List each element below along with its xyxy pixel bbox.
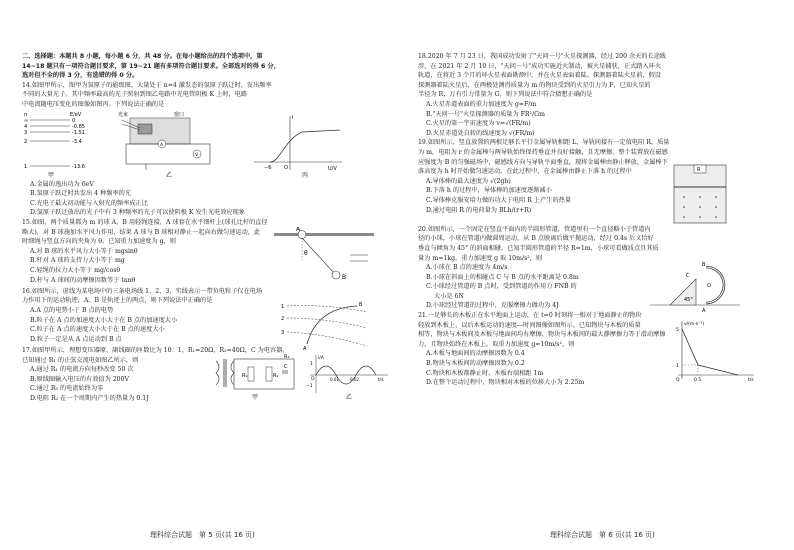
q19-option: B.下落 h 的过程中，导体棒的加速度逐渐减小: [426, 187, 552, 195]
q18-stem-line: 探测器着陆火星后，在两极处测得质量为 m 的物块受到的火星引力为 F，已知火星的: [418, 81, 651, 89]
label-a: A: [160, 142, 164, 148]
q15-option: B.杆对 A 球的支持力大小等于 mg: [30, 257, 125, 265]
q21-stem-line: 相等，物块与木板间及木板与地面间均有摩擦，物块与木板间的最大静摩擦力等于滑动摩擦: [418, 331, 666, 339]
label-i: I: [292, 114, 294, 121]
level-e: 0: [72, 117, 76, 124]
q20-stem-line: 垂直与倾角为 45° 的斜面相碰。已知半圆形管道的半径 R=1m，小球可看做质点且其质: [418, 244, 659, 252]
label-l3: 3: [281, 329, 285, 336]
q16-option: D.粒子一定是从 A 点运动到 B 点: [30, 335, 122, 343]
label-one: 1: [676, 364, 679, 370]
q20-stem-line: 量为 m=1kg，重力加速度 g 取 10m/s²，则: [418, 254, 543, 262]
q14-option: A.金属的逸出功为 6eV: [30, 180, 94, 188]
label-bing: 丙: [302, 171, 309, 179]
q19-stem-line: 落高度为 h 时开始做匀速运动，在此过程中，在金属棒由静止下落 h 的过程中: [418, 168, 632, 176]
level-n: 3: [24, 129, 28, 136]
page-footer-right: 理科综合试题 第 6 页(共 16 页): [550, 531, 655, 539]
level-e: -1.51: [72, 129, 85, 136]
q15-stem-line: 略大)，对 B 球施加水平风力作用，结果 A 球与 B 球相对静止一起向右做匀速运动，此: [22, 228, 261, 236]
label-b: B: [359, 301, 363, 308]
label-l2: 2: [281, 315, 285, 322]
q16-stem-line: 16.如图所示，虚线为某电场中的三条电场线 1、2、3，实线表示一带负电粒子仅在电场: [22, 287, 263, 295]
label-v: v/(m·s⁻¹): [684, 322, 705, 328]
q16-option: B.粒子在 A 点的加速度大小大于在 B 点的加速度大小: [30, 316, 178, 324]
q15-stem-line: 时细绳与竖直方向的夹角为 θ。已知重力加速度为 g，则: [22, 238, 176, 246]
q14-figure-svg: [22, 110, 392, 180]
iu-graph: [254, 115, 342, 172]
q19-figure-svg: [668, 163, 732, 225]
q17-stem-line: 已知通过 R₁ 的正弦交流电如图乙所示，则: [22, 356, 139, 364]
q21-option: C.物块和木板都静止时，木板右端相距 1m: [426, 369, 544, 377]
level-e: -3.4: [72, 138, 82, 145]
section-heading-line: 14~18 题只有一项符合题目要求，第 19~21 题有多项符合题目要求。全部选对的得 6 分，: [22, 62, 280, 70]
q20-figure-svg: [650, 259, 740, 313]
section-heading-line: 选对但不全的得 3 分，有选错的得 0 分。: [22, 72, 139, 80]
label-r2: R₂: [273, 373, 279, 380]
q18-stem-line: 18.2020 年 7 月 23 日，我国成功发射了"天问一号"火星探测器，经过 200 余天的长途跋: [418, 53, 667, 60]
right-page: [418, 52, 788, 389]
label-yi: 乙: [166, 171, 173, 179]
label-x: −6: [264, 164, 272, 171]
q21-stem-line: 轻放到木板上，以后木板运动的速度—时间图像如图所示。已知物块与木板的质量: [418, 321, 641, 329]
level-e: -0.85: [72, 123, 85, 130]
label-a: A: [296, 226, 301, 233]
label-ia: i/A: [318, 356, 324, 362]
q16-stem-line: 力作用下的运动轨迹，A、B 是轨迹上的两点，则下列说法中正确的是: [22, 297, 213, 305]
level-n: 2: [24, 138, 28, 145]
label-theta: θ: [304, 249, 308, 257]
label-r1: R₁: [242, 373, 248, 380]
q14-option: D.氢原子跃迁放出的光子中有 3 种频率的光子可以使阴极 K 发生光电效应现象: [30, 209, 245, 217]
label-b: B: [702, 262, 706, 269]
q20-option: C.小球经过管道的 B 点时，受到管道的作用力 FNB 的: [426, 283, 577, 291]
label-o: O: [284, 164, 288, 171]
q14-stem-line: 中电流随电压变化的图像如图丙。下列说法正确的是: [22, 100, 165, 108]
label-five: 5: [676, 328, 679, 334]
q18-stem-line: 轨道，在将近 3 个月的环火星表面勘测中，并在火星表面着陆。探测器着陆火星前，假设: [418, 72, 661, 80]
level-e: -13.6: [72, 163, 85, 170]
q15-stem-line: 15.如图，两个质量都为 m 的球 A、B 用轻绳连接，A 球套在水平细杆上(球孔比杆的直径: [22, 218, 268, 226]
q19-option: C.导体棒克服安培力做的功大于电阻 R 上产生的热量: [426, 196, 572, 204]
q17-option: C.通过 R₃ 的电流始终为零: [30, 385, 104, 393]
label-r3: R₃: [284, 354, 290, 361]
q17-stem-line: 17.如图甲所示，理想变压器原、副线圈的匝数比为 10：1，R₁=20Ω，R₂=40Ω，C 为电容器，: [22, 346, 289, 354]
level-n: ∞: [24, 117, 29, 124]
q16-option: A.A 点的电势小于 B 点的电势: [30, 306, 114, 314]
q18-option: C.火星的第一宇宙速度为 v=√(FR/m): [426, 120, 531, 128]
q21-option: D.在整个运动过程中，物块相对木板的位移大小为 2.25m: [426, 379, 585, 387]
q20-option: A.小球在 B 点的速度为 4m/s: [426, 264, 508, 272]
page-footer-left: 理科综合试题 第 5 页(共 16 页): [150, 531, 255, 539]
level-n: 4: [24, 123, 28, 130]
q21-stem-line: 力，且物块始终在木板上。取重力加速度 g=10m/s²，则: [418, 340, 575, 348]
q17-option: D.电阻 R₂ 在一个周期内产生的热量为 0.1J: [30, 394, 149, 402]
q14-option: B.氢原子跃迁时共发出 4 种频率的光: [30, 190, 132, 198]
label-o: O: [311, 377, 315, 383]
q17-figure-svg: [212, 353, 392, 405]
label-yi: 乙: [346, 394, 353, 402]
q18-option: B."天问一号"火星探测器的质量为 FR²/Gm: [426, 110, 545, 118]
q19-option: A.导体棒的最大速度为 √(2gh): [426, 177, 511, 185]
label-one: 1: [310, 362, 313, 368]
energy-levels: [24, 118, 85, 170]
q15-option: A.对 B 球的水平风力大小等于 mgsinθ: [30, 247, 138, 255]
q14-option: C.光电子最大初动能与入射光的频率成正比: [30, 199, 148, 207]
q20-stem-line: 径的小球，小球在管道内做圆周运动，从 B 点脱离后做平抛运动，经过 0.4s 后又恰好: [418, 235, 654, 243]
label-t1: 0.01: [330, 377, 339, 383]
label-o: O: [707, 283, 711, 290]
label-jia: 甲: [48, 171, 55, 179]
q18-stem-line: 涉，在 2021 年 2 月 10 日，"天问一号"成功实施近火制动，被火星捕获，正式踏入环火: [418, 62, 662, 70]
q19-stem-line: 19.如图所示，竖直放置的两根足够长平行金属导轨相距 L，导轨间接有一定值电阻 R，质量: [418, 139, 670, 147]
label-c: C: [686, 273, 690, 280]
label-t: t/s: [748, 378, 754, 384]
q19-option: D.通过电阻 R 的电荷量为 BLh/(r+R): [426, 206, 532, 214]
q14-stem-line: 不同的大量光子。其中频率最高的光子照射到图乙电路中光电管阴极 K 上时，电路: [22, 91, 248, 99]
label-a: A: [303, 345, 307, 350]
q21-option: A.木板与地面间的动摩擦因数为 0.4: [426, 350, 525, 358]
q20-stem-line: 20.如图所示，一个固定在竖直平面内的半圆形管道，管道里有一个直径略小于管道内: [418, 225, 651, 233]
section-heading-line: 二、选择题：本题共 8 小题，每小题 6 分，共 48 分。在每小题给出的四个选项中，第: [22, 53, 263, 60]
q16-figure-svg: [277, 298, 377, 350]
label-c: C: [284, 364, 288, 371]
label-r: R: [697, 166, 701, 173]
label-window: 窗口: [174, 111, 185, 118]
level-n: 1: [24, 163, 28, 170]
q16-option: C.粒子在 A 点的速度大小大于在 B 点的速度大小: [30, 326, 165, 334]
label-t: t/s: [378, 378, 384, 384]
label-o: O: [676, 378, 680, 384]
label-neg: −1: [306, 384, 313, 390]
q20-option: B.小球在斜面上的相碰点 C 与 B 点的水平距离是 0.8m: [426, 273, 579, 281]
q17-option: A.通过 R₁ 的电流方向每秒改变 50 次: [30, 366, 134, 374]
label-t2: 0.02: [350, 377, 359, 383]
label-light: 光束: [118, 111, 129, 118]
q15-figure-svg: [272, 227, 382, 283]
q19-stem-line: 为 m，电阻为 r 的金属棒与两导轨始终保持垂直并良好接触，且无摩擦，整个装置放在磁感: [418, 148, 668, 156]
label-u: U/V: [328, 165, 337, 172]
q21-stem-line: 21.一足够长的木板正在水平地面上运动，在 t=0 时刻将一相对于地面静止的物块: [418, 312, 642, 320]
q15-option: D.杆与 A 球间的动摩擦因数等于 tanθ: [30, 276, 136, 284]
q21-option: B.物块与木板间的动摩擦因数为 0.2: [426, 360, 525, 368]
q18-option: A.火星赤道表面的重力加速度为 g=F/m: [426, 100, 537, 108]
q17-option: B.原线圈输入电压的有效值为 200V: [30, 375, 130, 383]
left-page: [22, 52, 392, 405]
level-header-n: n: [24, 111, 28, 118]
q21-figure-svg: [668, 319, 758, 383]
q14-stem-line: 14.如图甲所示，图甲为氢原子的能级图，大量处于 n=4 激发态的氢原子跃迁时，发出频率: [22, 81, 272, 89]
q18-stem-line: 半径为 R，万有引力常量为 G，则下列说法中符合猜想正确的是: [418, 91, 593, 99]
q19-stem-line: 应强度为 B 的匀强磁场中，磁感线方向与导轨平面垂直，现将金属棒由静止释放，金属棒下: [418, 158, 668, 166]
q20-option: D.小球经过管道的过程中，克服摩擦力做功为 4J: [426, 302, 559, 310]
label-jia: 甲: [252, 394, 259, 402]
q20-block: [418, 262, 788, 314]
label-half: 0.5: [694, 378, 702, 384]
label-a: A: [702, 308, 706, 314]
q15-option: C.轻绳的拉力大小等于 mg/cosθ: [30, 266, 121, 274]
q18-option: D.火星赤道处自转的线速度为 √(FR/m): [426, 129, 535, 137]
label-angle: 45°: [684, 297, 693, 304]
q20-option: 大小是 6N: [434, 292, 464, 300]
label-b: B: [342, 273, 347, 281]
level-header-e: E/eV: [70, 111, 82, 118]
label-v: V: [195, 152, 199, 158]
phototube-circuit: [118, 111, 210, 170]
q14-figure: [22, 110, 392, 180]
label-l1: 1: [281, 303, 285, 310]
